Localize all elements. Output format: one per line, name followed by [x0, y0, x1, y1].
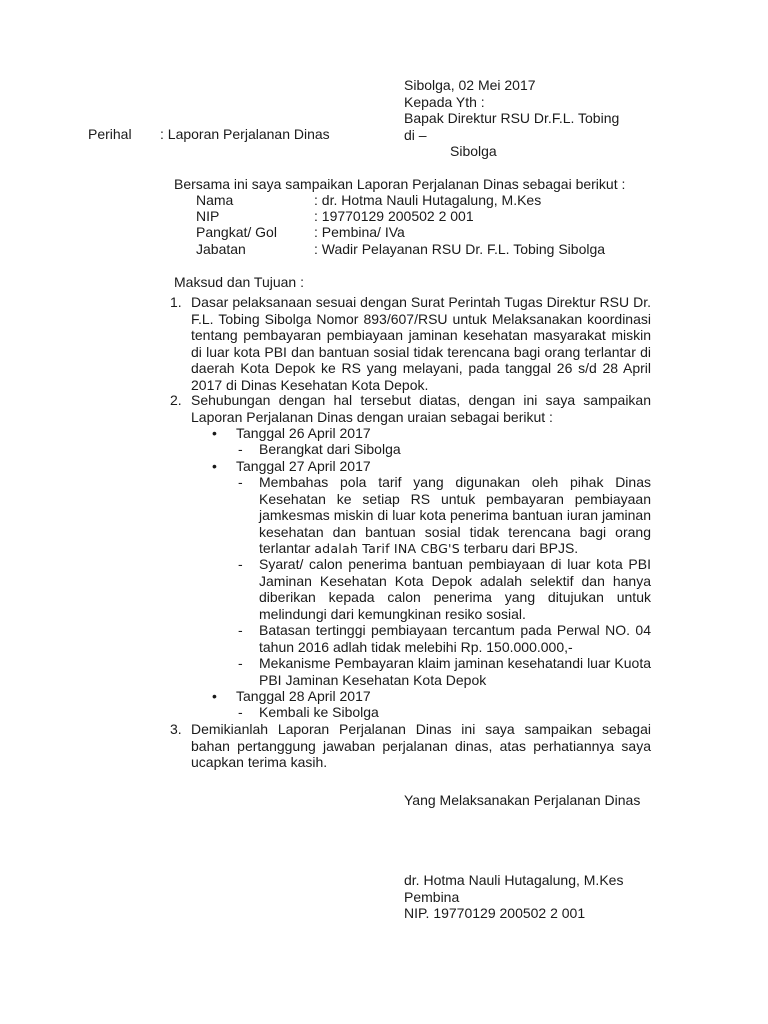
field-jabatan [196, 241, 605, 258]
city: Sibolga [450, 143, 497, 159]
dash-icon: - [238, 704, 243, 720]
schedule-sub: Berangkat dari Sibolga [259, 441, 401, 457]
bullet-icon: • [212, 458, 217, 474]
schedule-sub [259, 474, 651, 558]
field-nip [196, 208, 474, 225]
date-place: Sibolga, 02 Mei 2017 [404, 77, 536, 93]
dash-icon: - [238, 655, 243, 671]
intro-text: Bersama ini saya sampaikan Laporan Perjalanan Dinas sebagai berikut : [174, 176, 626, 192]
field-value: : Pembina/ IVa [314, 224, 405, 240]
schedule-sub: Syarat/ calon penerima bantuan pembiayaan di luar kota PBI Jaminan Kesehatan Kota Depok adalah selektif dan hanya diberikan kepada calon penerima yang ditujukan untuk melindungi dari kemungkinan resiko sosial. [259, 556, 651, 622]
dash-icon: - [238, 622, 243, 638]
item-text: Demikianlah Laporan Perjalanan Dinas ini saya sampaikan sebagai bahan pertanggung jawaban perjalanan dinas, atas perhatiannya saya ucapkan terima kasih. [191, 721, 651, 770]
item-number: 3. [170, 721, 182, 737]
schedule-sub-text: Membahas pola tarif yang digunakan oleh pihak Dinas Kesehatan ke setiap RS untuk pembayaran pembiayaan jamkesmas miskin di luar kota penerima bantuan iuran jaminan kesehatan dan bantuan sosial tidak terencana bagi orang terlantar [259, 474, 651, 556]
field-label: Pangkat/ Gol [196, 224, 277, 240]
perihal-value: : Laporan Perjalanan Dinas [160, 126, 330, 142]
field-label: Nama [196, 192, 234, 208]
bullet-icon: • [212, 425, 217, 441]
recipient: Bapak Direktur RSU Dr.F.L. Tobing [404, 110, 620, 126]
field-label: NIP [196, 208, 220, 224]
schedule-sub: Batasan tertinggi pembiayaan tercantum pada Perwal NO. 04 tahun 2016 adlah tidak melebihi Rp. 150.000.000,- [259, 622, 651, 655]
closing-text: Yang Melaksanakan Perjalanan Dinas [404, 792, 641, 808]
schedule-sub-alt: adalah Tarif INA CBG'S [314, 541, 460, 556]
item-text: Dasar pelaksanaan sesuai dengan Surat Perintah Tugas Direktur RSU Dr. F.L. Tobing Sibolga Nomor 893/607/RSU untuk Melaksanakan koordinasi tentang pembayaran pembiayaan jaminan kesehatan masyarakat miskin di luar kota PBI dan bantuan sosial tidak terencana bagi orang terlantar di daerah Kota Depok ke RS yang melayani, pada tanggal 26 s/d 28 April 2017 di Dinas Kesehatan Kota Depok. [191, 294, 651, 393]
signature-block [404, 872, 623, 922]
field-nama [196, 192, 541, 209]
item-number: 1. [170, 294, 182, 310]
bullet-icon: • [212, 688, 217, 704]
field-label: Jabatan [196, 241, 246, 257]
signer-rank: Pembina [404, 888, 460, 905]
schedule-date: Tanggal 28 April 2017 [236, 688, 371, 704]
signer-name: dr. Hotma Nauli Hutagalung, M.Kes [404, 872, 624, 888]
field-value: : Wadir Pelayanan RSU Dr. F.L. Tobing Sibolga [314, 241, 606, 257]
schedule-sub-end: terbaru dari BPJS. [463, 540, 579, 556]
item-text: Sehubungan dengan hal tersebut diatas, dengan ini saya sampaikan Laporan Perjalanan Dinas dengan uraian sebagai berikut : [191, 392, 651, 425]
schedule-date: Tanggal 26 April 2017 [236, 425, 371, 441]
dash-icon: - [238, 474, 243, 490]
field-value: : dr. Hotma Nauli Hutagalung, M.Kes [314, 192, 542, 208]
field-value: : 19770129 200502 2 001 [314, 208, 474, 224]
dash-icon: - [238, 441, 243, 457]
dash-icon: - [238, 556, 243, 572]
schedule-date: Tanggal 27 April 2017 [236, 458, 371, 474]
address-block [404, 77, 619, 160]
kepada-line: Kepada Yth : [404, 93, 485, 110]
schedule-sub: Kembali ke Sibolga [259, 704, 379, 720]
perihal-label: Perihal [88, 126, 132, 142]
maksud-title: Maksud dan Tujuan : [174, 274, 304, 290]
signer-nip: NIP. 19770129 200502 2 001 [404, 905, 586, 921]
schedule-sub: Mekanisme Pembayaran klaim jaminan kesehatandi luar Kuota PBI Jaminan Kesehatan Kota Depok [259, 655, 651, 688]
item-number: 2. [170, 392, 182, 408]
di-line: di – [404, 126, 427, 143]
field-pangkat [196, 224, 405, 241]
